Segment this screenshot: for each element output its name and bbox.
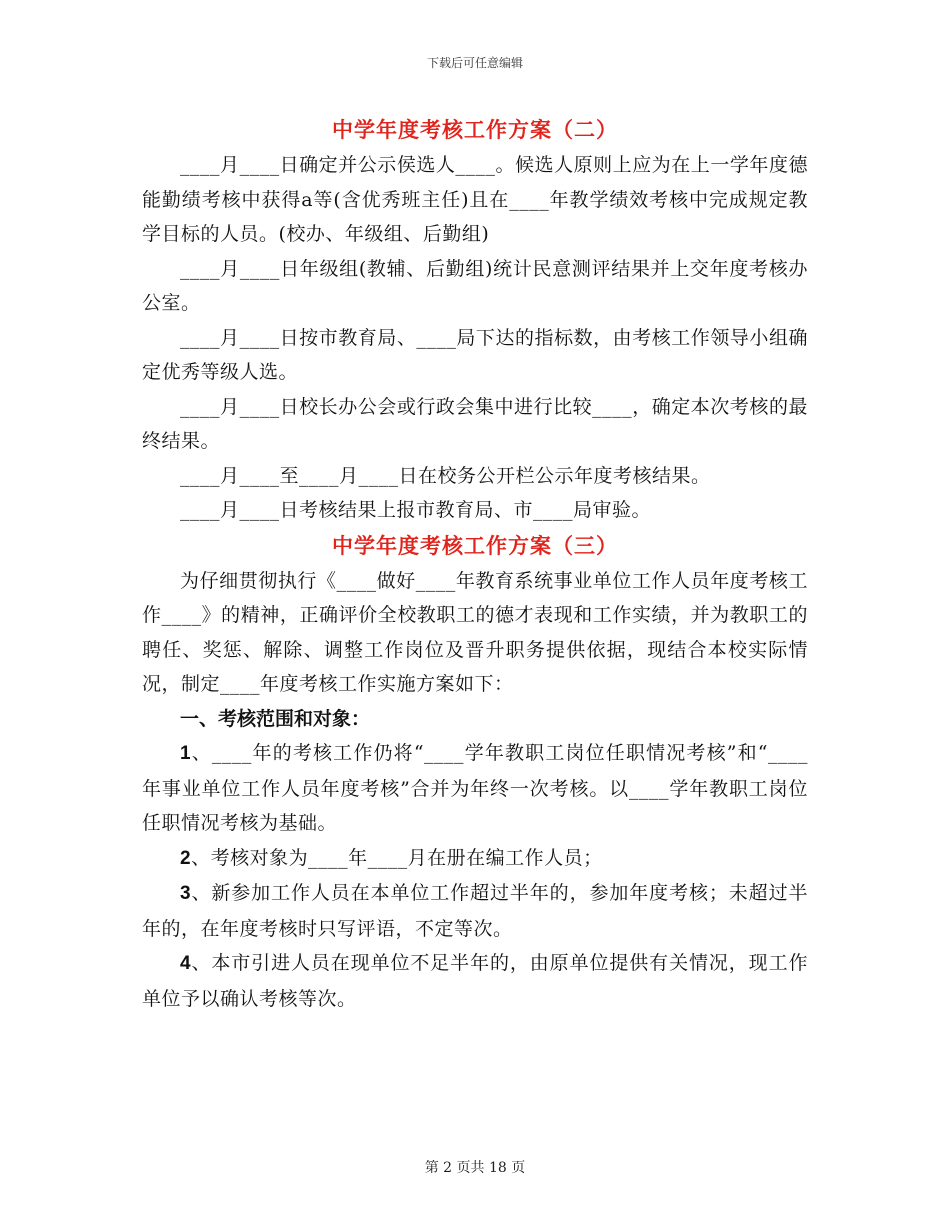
paragraph: ____月____日校长办公会或行政会集中进行比较____，确定本次考核的最终结果。	[142, 395, 808, 452]
list-item-number: 1	[180, 743, 192, 764]
list-item	[142, 841, 808, 877]
document-body	[142, 112, 808, 1016]
section-title-3: 中学年度考核工作方案（三）	[332, 532, 618, 558]
section-title-2: 中学年度考核工作方案（二）	[332, 117, 618, 142]
paragraph: ____月____至____月____日在校务公开栏公示年度考核结果。	[180, 464, 711, 487]
paragraph: ____月____日年级组(教辅、后勤组)统计民意测评结果并上交年度考核办公室。	[142, 257, 808, 314]
list-item	[142, 946, 808, 1016]
paragraph: 为仔细贯彻执行《____做好____年教育系统事业单位工作人员年度考核工作____》的精神，正确评价全校教职工的德才表现和工作实绩，并为教职工的聘任、奖惩、解除、调整工作岗位及晋升职务提供依据，现结合本校实际情况，制定____年度考核工作实施方案如下：	[142, 569, 808, 695]
list-item	[142, 736, 808, 841]
list-item-text: 、新参加工作人员在本单位工作超过半年的，参加年度考核；未超过半年的，在年度考核时只写评语，不定等次。	[142, 882, 808, 940]
list-item-text: 、本市引进人员在现单位不足半年的，由原单位提供有关情况，现工作单位予以确认考核等次。	[142, 952, 808, 1010]
header-note: 下载后可任意编辑	[426, 56, 523, 70]
list-item-number: 3	[180, 883, 192, 904]
list-item-number: 2	[180, 847, 192, 869]
list-item	[142, 876, 808, 946]
paragraph: ____月____日确定并公示侯选人____。候选人原则上应为在上一学年度德能勤绩考核中获得a等(含优秀班主任)且在____年教学绩效考核中完成规定教学目标的人员。(校办、年级组、后勤组)	[142, 154, 808, 245]
list-item-text: 、____年的考核工作仍将“____学年教职工岗位任职情况考核”和“____年事业单位工作人员年度考核”合并为年终一次考核。以____学年教职工岗位任职情况考核为基础。	[142, 742, 808, 834]
paragraph: ____月____日按市教育局、____局下达的指标数，由考核工作领导小组确定优秀等级人选。	[142, 326, 808, 383]
section-heading: 一、考核范围和对象：	[180, 707, 371, 730]
list-item-number: 4	[180, 953, 192, 974]
page-number: 第 2 页共 18 页	[424, 1160, 526, 1176]
list-item-text: 、考核对象为____年____月在册在编工作人员；	[191, 846, 603, 869]
paragraph: ____月____日考核结果上报市教育局、市____局审验。	[180, 499, 652, 521]
